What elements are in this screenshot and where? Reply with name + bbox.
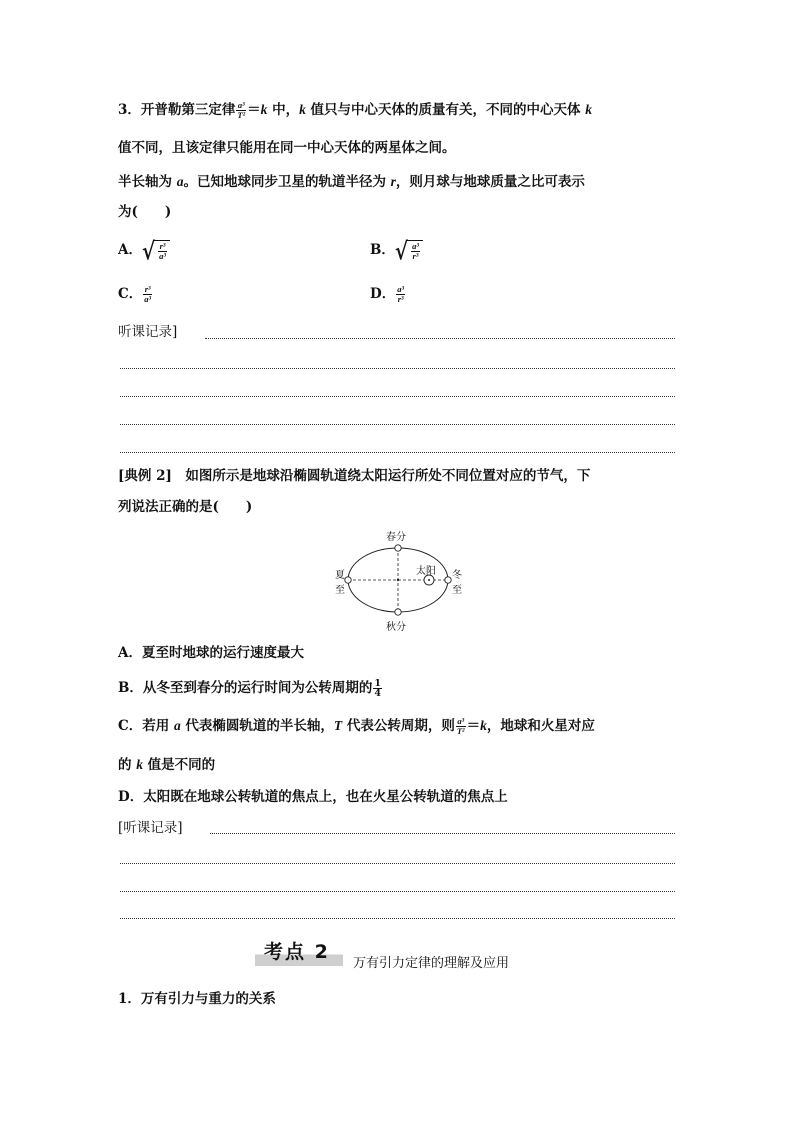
q3-line2: 值不同，且该定律只能用在同一中心天体的两星体之间。 — [118, 140, 456, 156]
option-text: 的 — [118, 757, 137, 773]
option-label: C． — [118, 286, 143, 302]
q3-text: 3．开普勒第三定律 — [118, 102, 236, 118]
note-line[interactable] — [120, 891, 675, 892]
sqrt-sign: √ — [394, 236, 409, 265]
q3-line1 — [118, 100, 592, 120]
note-line[interactable] — [120, 452, 675, 453]
fraction-numerator: a³ — [457, 716, 465, 726]
note-line[interactable] — [205, 338, 675, 339]
fraction-denominator: r³ — [412, 251, 419, 261]
notes-label: [听课记录] — [118, 820, 183, 836]
option-text: 值是不同的 — [142, 757, 216, 773]
q3-text: 半长轴为 — [118, 174, 177, 190]
example2-option-c-line2 — [118, 755, 215, 775]
note-line[interactable] — [120, 424, 675, 425]
earth-summer — [345, 577, 351, 583]
example2-option-d: D．太阳既在地球公转轨道的焦点上，也在火星公转轨道的焦点上 — [118, 789, 508, 805]
example2-option-a: A．夏至时地球的运行速度最大 — [118, 645, 304, 661]
label-winter-2: 至 — [452, 585, 462, 596]
option-text: 代表公转周期，则 — [342, 718, 455, 734]
earth-winter — [445, 577, 451, 583]
fraction-denominator: T² — [456, 726, 465, 736]
equals-sign: ＝ — [247, 102, 261, 118]
label-winter-1: 冬 — [452, 570, 462, 581]
equals-sign: ＝ — [466, 718, 481, 734]
example-tag: [典例 2] — [118, 468, 172, 484]
var-r: r — [390, 174, 396, 189]
var-k: k — [299, 102, 306, 117]
section-title: 万有引力定律的理解及应用 — [353, 956, 510, 971]
earth-spring — [395, 545, 401, 551]
q3-text: 值只与中心天体的质量有关，不同的中心天体 — [305, 102, 586, 118]
var-k: k — [260, 102, 268, 117]
example2-option-b — [118, 678, 383, 698]
q3-line3 — [118, 172, 585, 192]
label-sun: 太阳 — [416, 566, 436, 577]
fraction-numerator: 1 — [374, 678, 382, 689]
kepler-fraction — [236, 101, 246, 120]
fraction-numerator: a³ — [412, 241, 419, 251]
q3-option-b — [370, 236, 423, 265]
fraction-numerator: a³ — [237, 100, 245, 110]
option-label: A． — [118, 242, 142, 258]
q3-text: 。已知地球同步卫星的轨道半径为 — [183, 174, 391, 190]
fraction-numerator: a³ — [397, 284, 405, 294]
notes-label: 听课记录] — [118, 324, 178, 340]
label-spring: 春分 — [386, 532, 406, 543]
option-label: B． — [370, 242, 395, 258]
orbit-svg — [330, 528, 465, 632]
option-label: D． — [370, 286, 396, 302]
sqrt-expression — [141, 236, 170, 265]
sun-center — [428, 579, 430, 581]
var-t: T — [333, 718, 343, 733]
fraction-numerator: r³ — [144, 284, 151, 294]
fraction-denominator: 4 — [374, 688, 382, 699]
q3-option-c — [118, 284, 153, 304]
q3-text: ，则月球与地球质量之比可表示 — [395, 174, 585, 190]
fraction-denominator: a³ — [159, 251, 166, 261]
orbit-diagram — [330, 528, 465, 632]
note-line[interactable] — [120, 918, 675, 919]
label-summer-1: 夏 — [335, 570, 345, 581]
example-text: 如图所示是地球沿椭圆轨道绕太阳运行所处不同位置对应的节气，下 — [171, 468, 591, 484]
option-text: B．从冬至到春分的运行时间为公转周期的 — [118, 680, 373, 696]
example2-line1 — [118, 466, 590, 486]
var-a: a — [173, 718, 181, 733]
q3-text: 中， — [267, 102, 300, 118]
var-k: k — [480, 718, 487, 733]
q3-line4: 为( ) — [118, 204, 172, 220]
q3-option-d — [370, 284, 406, 304]
note-line[interactable] — [120, 863, 675, 864]
q3-option-a — [118, 236, 170, 265]
option-text: 代表椭圆轨道的半长轴， — [180, 718, 334, 734]
fraction-numerator: r³ — [159, 241, 166, 251]
label-summer-2: 至 — [335, 585, 345, 596]
example2-line2: 列说法正确的是( ) — [118, 499, 253, 515]
sqrt-sign: √ — [141, 236, 156, 265]
sqrt-expression — [394, 236, 423, 265]
section-badge-text: 考点 2 — [264, 941, 330, 963]
subsection-heading: 1．万有引力与重力的关系 — [118, 991, 276, 1007]
fraction-denominator: a³ — [144, 294, 152, 304]
note-line[interactable] — [120, 368, 675, 369]
note-line[interactable] — [120, 396, 675, 397]
fraction-denominator: r³ — [397, 294, 404, 304]
option-text: C．若用 — [118, 718, 174, 734]
fraction-denominator: T² — [237, 110, 246, 120]
var-k: k — [585, 102, 593, 117]
earth-autumn — [395, 609, 401, 615]
var-k: k — [136, 757, 143, 772]
label-autumn: 秋分 — [386, 622, 406, 633]
center-dot — [397, 579, 399, 581]
var-a: a — [176, 174, 184, 189]
section-badge — [255, 940, 343, 966]
note-line[interactable] — [210, 833, 675, 834]
option-text: ，地球和火星对应 — [486, 718, 595, 734]
example2-option-c — [118, 716, 595, 736]
